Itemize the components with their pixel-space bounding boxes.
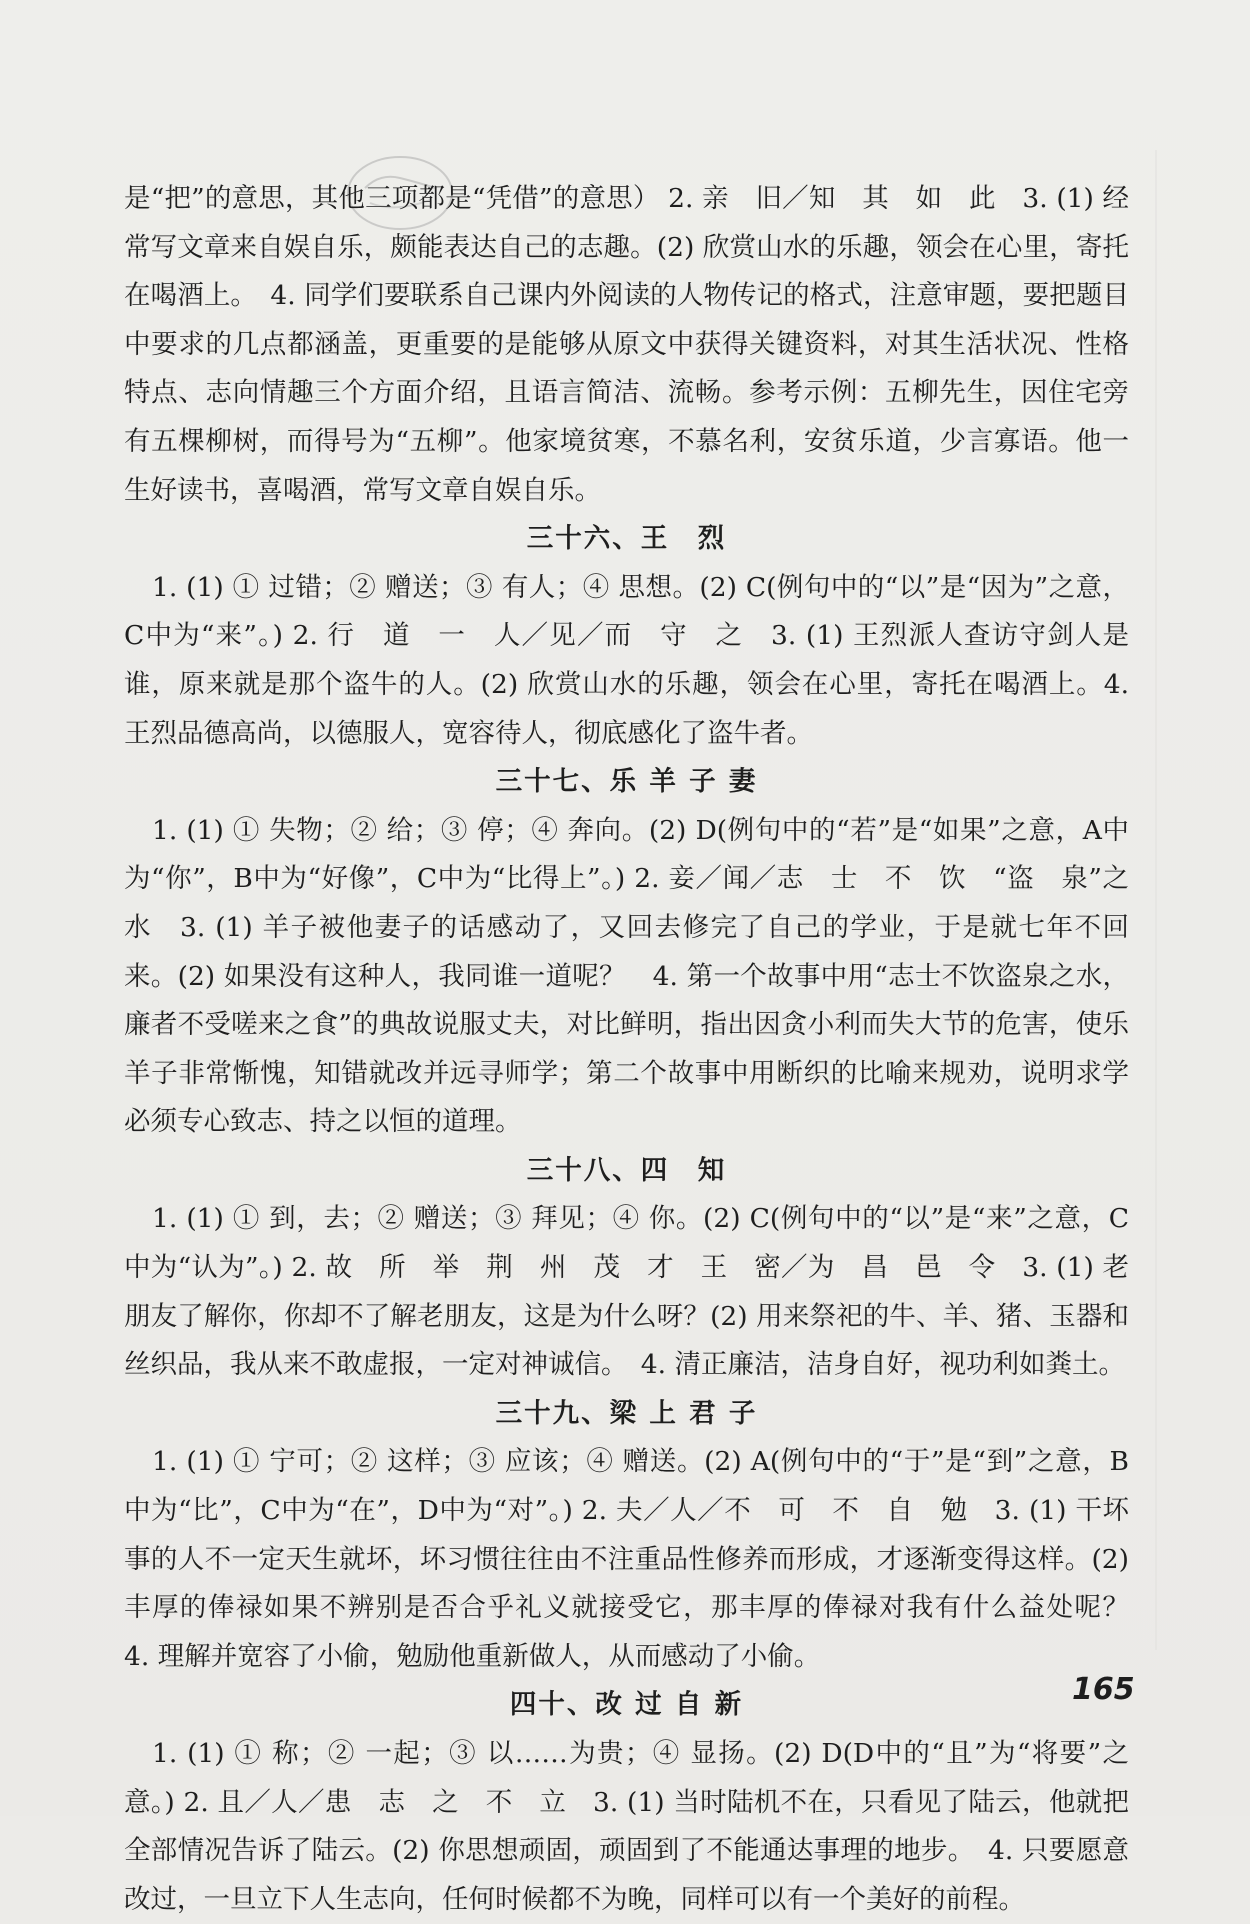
- section-body-37: 1. (1) ① 失物；② 给；③ 停；④ 奔向。(2) D(例句中的“若”是“如果”之意，A中为“你”，B中为“好像”，C中为“比得上”。) 2. 妾／闻／志 士 不 饮 “盗 泉”之 水 3. (1) 羊子被他妻子的话感动了，又回去修完了自己的学业，于是就七年不回来。(2) 如果没有这种人，我同谁一道呢？ 4. 第一个故事中用“志士不饮盗泉之水，廉者不受嗟来之食”的典故说服丈夫，对比鲜明，指出因贪小利而失大节的危害，使乐羊子非常惭愧，知错就改并远寻师学；第二个故事中用断织的比喻来规劝，说明求学必须专心致志、持之以恒的道理。: [124, 814, 1156, 1138]
- section-body-36: 1. (1) ① 过错；② 赠送；③ 有人；④ 思想。(2) C(例句中的“以”是“因为”之意，C中为“来”。) 2. 行 道 一 人／见／而 守 之 3. (1) 王烈派人查访守剑人是谁，原来就是那个盗牛的人。(2) 欣赏山水的乐趣，领会在心里，寄托在喝酒上。4. 王烈品德高尚，以德服人，宽容待人，彻底感化了盗牛者。: [124, 571, 1129, 749]
- section-body-38: 1. (1) ① 到，去；② 赠送；③ 拜见；④ 你。(2) C(例句中的“以”是“来”之意，C中为“认为”。) 2. 故 所 举 荆 州 茂 才 王 密／为 昌 邑 令 3. (1) 老朋友了解你，你却不了解老朋友，这是为什么呀？(2) 用来祭祀的牛、羊、猪、玉器和丝织品，我从来不敢虚报，一定对神诚信。 4. 清正廉洁，洁身自好，视功利如粪土。: [124, 1203, 1129, 1381]
- section-title-36: 三十六、王 烈: [526, 523, 727, 555]
- page-edge-shadow-icon: [1148, 150, 1178, 1650]
- section-title-40: 四十、改 过 自 新: [509, 1689, 744, 1721]
- section-title-38: 三十八、四 知: [526, 1154, 727, 1186]
- document-body: [124, 175, 1156, 1924]
- section-body-39: 1. (1) ① 宁可；② 这样；③ 应该；④ 赠送。(2) A(例句中的“于”是“到”之意，B中为“比”，C中为“在”，D中为“对”。) 2. 夫／人／不 可 不 自 勉 3. (1) 干坏事的人不一定天生就坏，坏习惯往往由不注重品性修养而形成，才逐渐变得这样。(2) 丰厚的俸禄如果不辨别是否合乎礼义就接受它，那丰厚的俸禄对我有什么益处呢？ 4. 理解并宽容了小偷，勉励他重新做人，从而感动了小偷。: [124, 1446, 1156, 1672]
- section-body-40: 1. (1) ① 称；② 一起；③ 以……为贵；④ 显扬。(2) D(D中的“且”为“将要”之意。) 2. 且／人／患 志 之 不 立 3. (1) 当时陆机不在，只看见了陆云，他就把全部情况告诉了陆云。(2) 你思想顽固，顽固到了不能通达事理的地步。 4. 只要愿意改过，一旦立下人生志向，任何时候都不为晚，同样可以有一个美好的前程。: [124, 1738, 1129, 1915]
- paragraph-continued: 是“把”的意思，其他三项都是“凭借”的意思） 2. 亲 旧／知 其 如 此 3. (1) 经常写文章来自娱自乐，颇能表达自己的志趣。(2) 欣赏山水的乐趣，领会在心里，寄托在喝酒上。 4. 同学们要联系自己课内外阅读的人物传记的格式，注意审题，要把题目中要求的几点都涵盖，更重要的是能够从原文中获得关键资料，对其生活状况、性格特点、志向情趣三个方面介绍，且语言简洁、流畅。参考示例：五柳先生，因住宅旁有五棵柳树，而得号为“五柳”。他家境贫寒，不慕名利，安贫乐道，少言寡语。他一生好读书，喜喝酒，常写文章自娱自乐。: [124, 183, 1129, 506]
- page-number: 165: [1072, 1672, 1135, 1707]
- section-title-39: 三十九、梁 上 君 子: [495, 1397, 758, 1429]
- section-title-37: 三十七、乐 羊 子 妻: [495, 766, 758, 798]
